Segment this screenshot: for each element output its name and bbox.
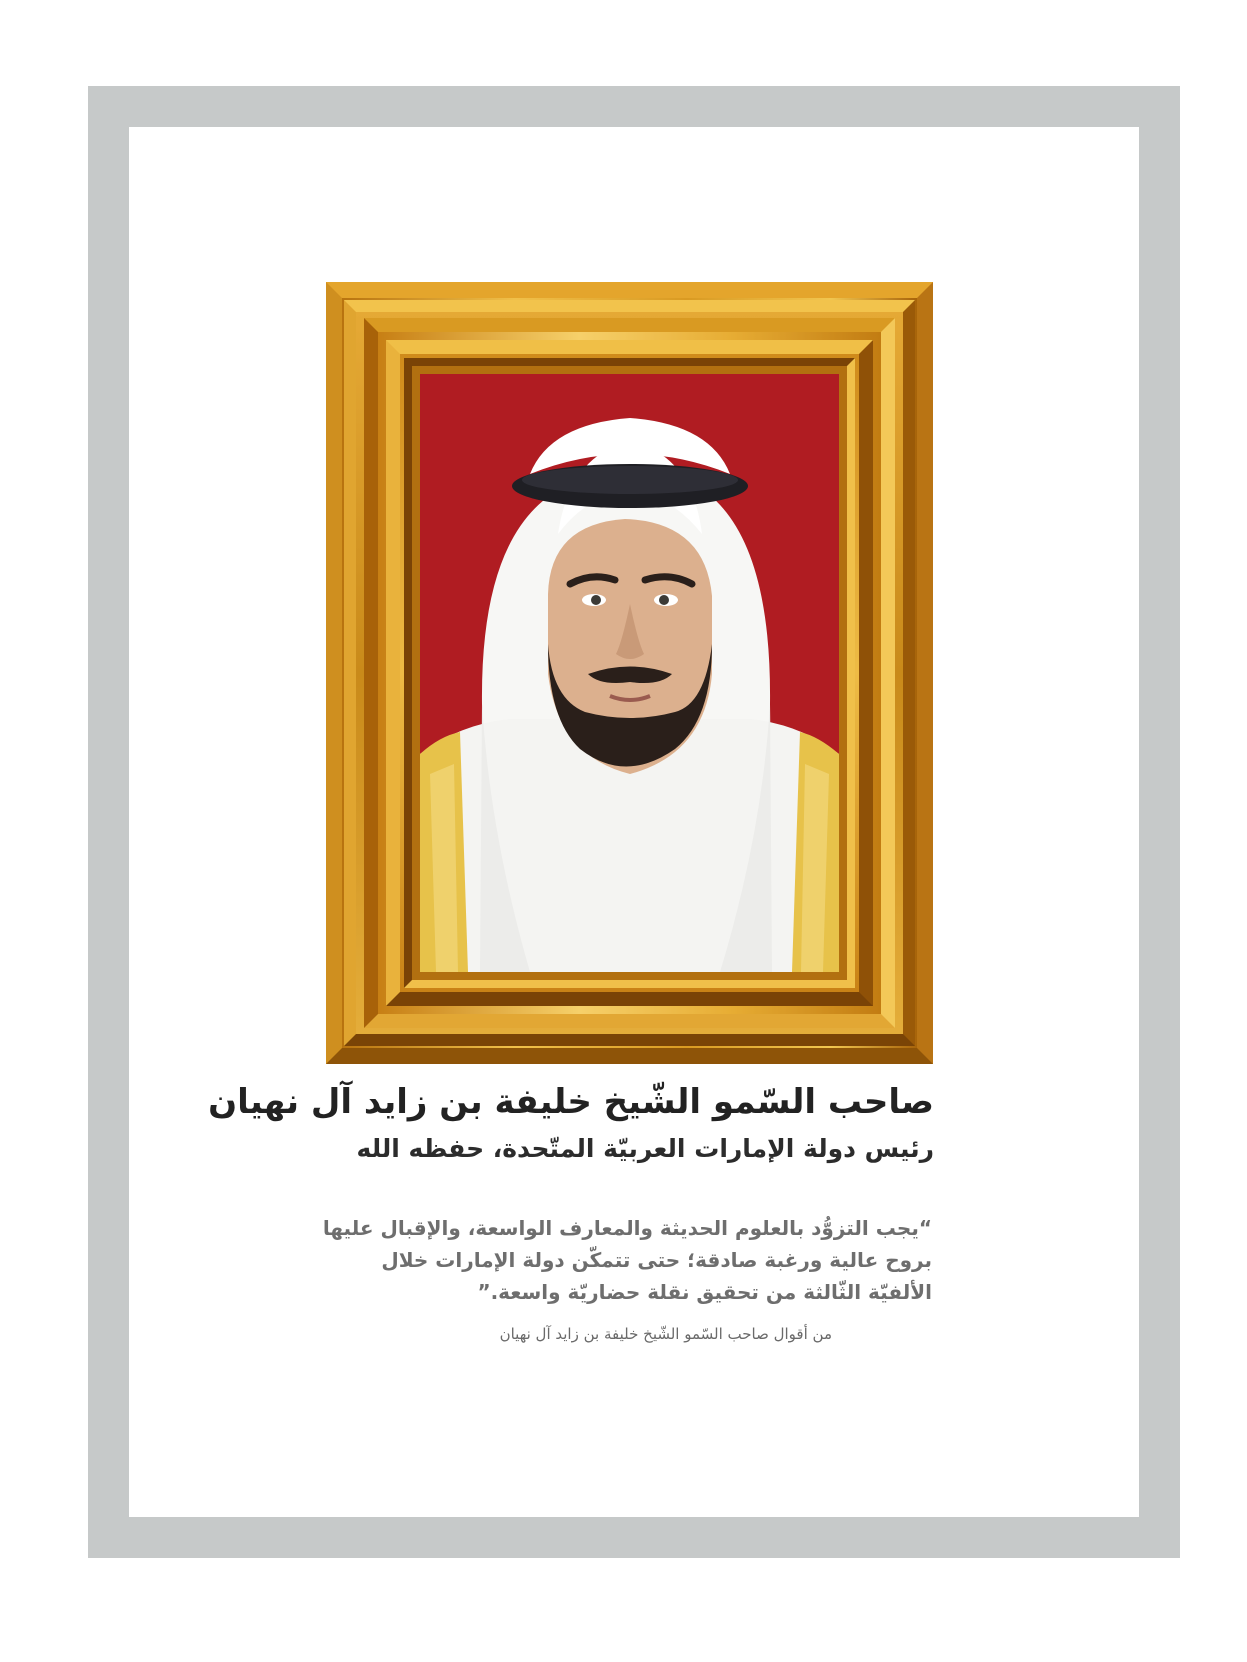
portrait-photo <box>420 374 839 972</box>
page-title: صاحب السّمو الشّيخ خليفة بن زايد آل نهيان <box>208 1082 934 1122</box>
quote-line: الألفيّة الثّالثة من تحقيق نقلة حضاريّة واسعة.” <box>477 1280 932 1304</box>
quote-line: “يجب التزوُّد بالعلوم الحديثة والمعارف الواسعة، والإقبال عليها <box>322 1216 932 1240</box>
quote-line: بروح عالية ورغبة صادقة؛ حتى تتمكّن دولة الإمارات خلال <box>381 1248 932 1272</box>
portrait-illustration <box>420 374 839 972</box>
portrait-frame <box>326 282 933 1064</box>
quote-block <box>312 1212 932 1308</box>
page-subtitle: رئيس دولة الإمارات العربيّة المتّحدة، حفظه الله <box>356 1134 934 1163</box>
quote-attribution: من أقوال صاحب السّمو الشّيخ خليفة بن زايد آل نهيان <box>499 1325 832 1343</box>
